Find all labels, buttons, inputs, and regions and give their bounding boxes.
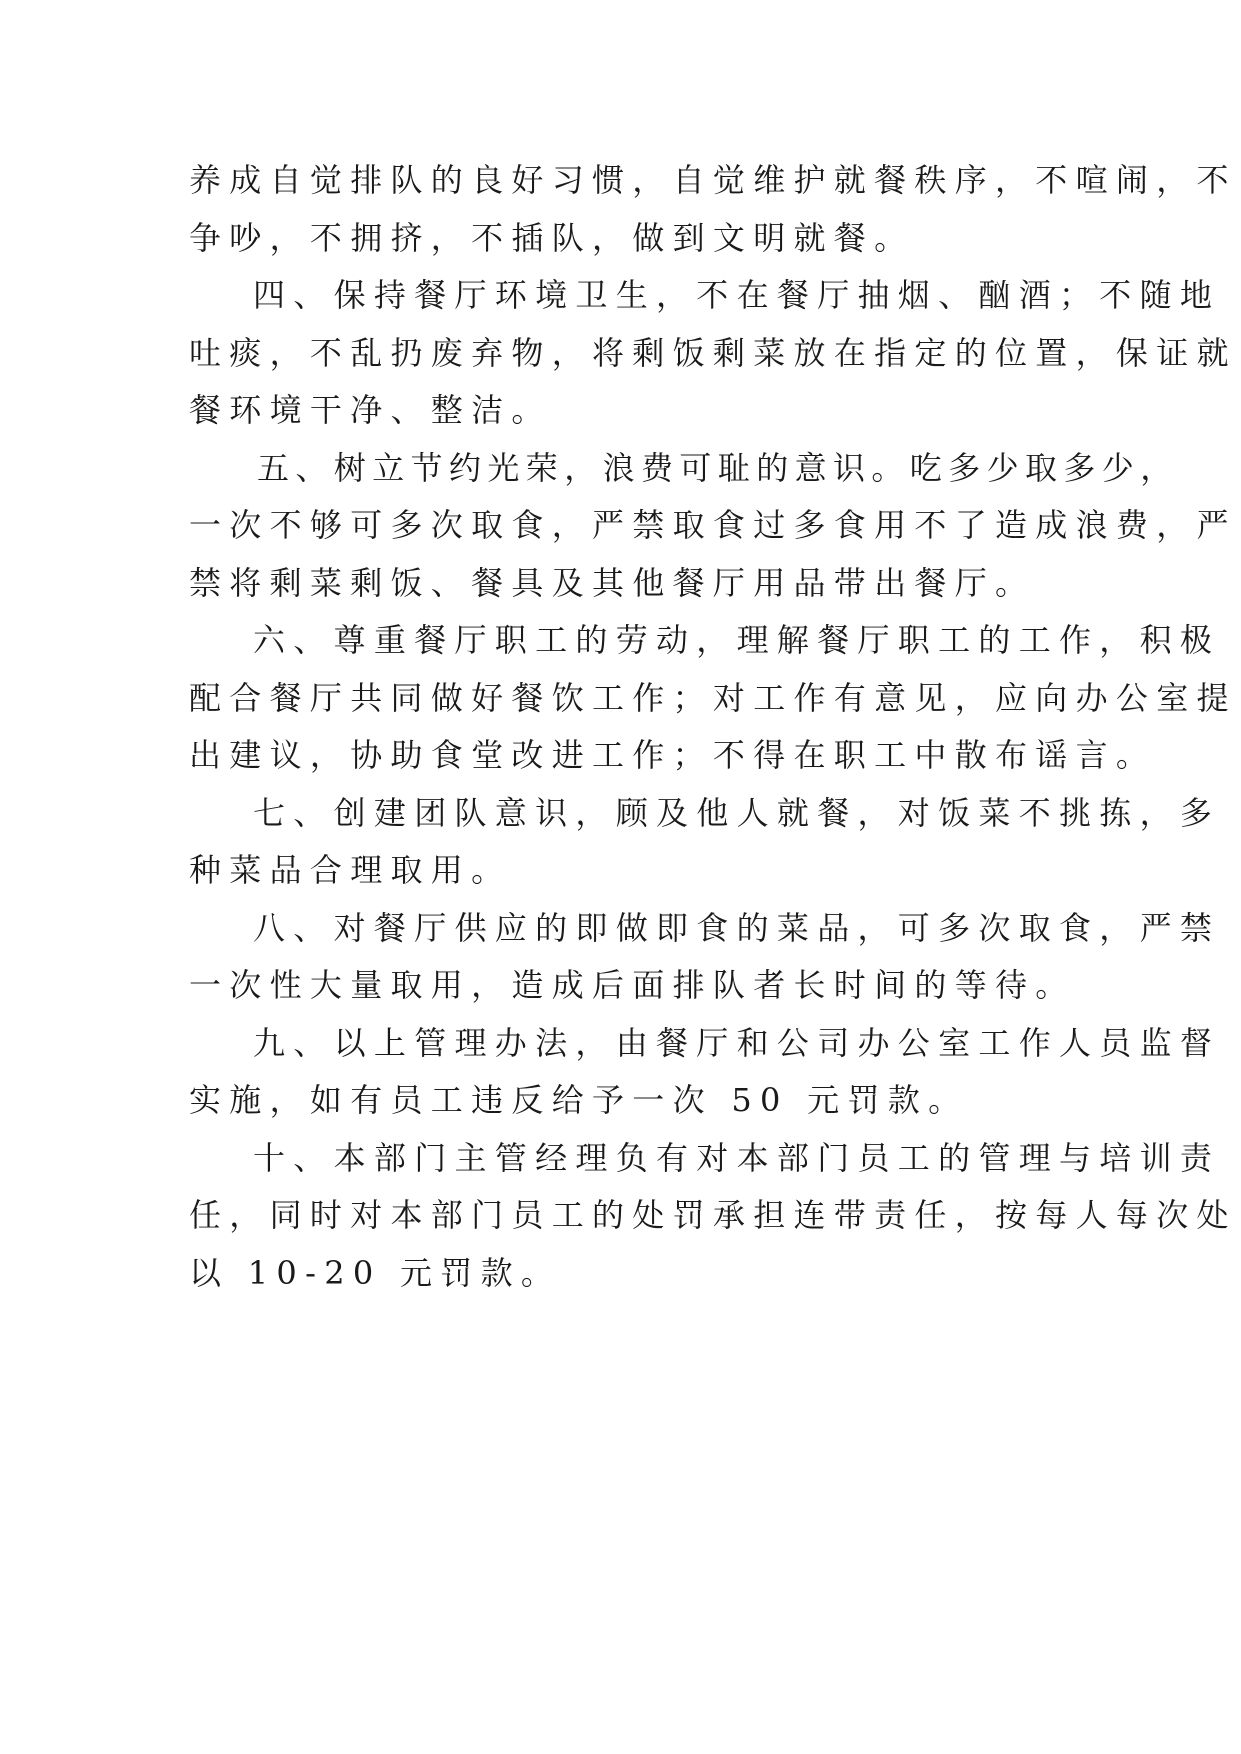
- text-line: 一次性大量取用，造成后面排队者长时间的等待。: [189, 966, 1076, 1004]
- text-line: 争吵，不拥挤，不插队，做到文明就餐。: [189, 218, 915, 257]
- text-line: 以 10-20 元罚款。: [189, 1253, 562, 1292]
- paragraph-5-line: 五、树立节约光荣，浪费可耻的意识。吃多少取多少，: [257, 448, 1179, 487]
- text-line: 任，同时对本部门员工的处罚承担连带责任，按每人每次处: [189, 1196, 1237, 1234]
- paragraph-9-line: 九、以上管理办法，由餐厅和公司办公室工作人员监督: [253, 1023, 1221, 1062]
- paragraph-8-line: 八、对餐厅供应的即做即食的菜品，可多次取食，严禁: [253, 908, 1221, 947]
- text-line: 实施，如有员工违反给予一次 50 元罚款。: [189, 1081, 969, 1119]
- text-line: 餐环境干净、整洁。: [189, 391, 552, 429]
- document-page: [189, 152, 1237, 1302]
- text-line: 出建议，协助食堂改进工作；不得在职工中散布谣言。: [189, 736, 1157, 774]
- text-line: 配合餐厅共同做好餐饮工作；对工作有意见，应向办公室提: [189, 678, 1237, 717]
- text-line: 一次不够可多次取食，严禁取食过多食用不了造成浪费，严: [189, 506, 1237, 544]
- paragraph-4-line: 四、保持餐厅环境卫生，不在餐厅抽烟、酗酒；不随地: [253, 276, 1221, 314]
- paragraph-7-line: 七、创建团队意识，顾及他人就餐，对饭菜不挑拣，多: [253, 793, 1221, 832]
- text-line: 禁将剩菜剩饭、餐具及其他餐厅用品带出餐厅。: [189, 563, 1036, 602]
- paragraph-10-line: 十、本部门主管经理负有对本部门员工的管理与培训责: [253, 1138, 1221, 1177]
- paragraph-6-line: 六、尊重餐厅职工的劳动，理解餐厅职工的工作，积极: [253, 621, 1221, 659]
- text-line: 吐痰，不乱扔废弃物，将剩饭剩菜放在指定的位置，保证就: [189, 333, 1237, 372]
- text-line: 养成自觉排队的良好习惯，自觉维护就餐秩序，不喧闹，不: [189, 161, 1237, 199]
- text-line: 种菜品合理取用。: [189, 851, 512, 889]
